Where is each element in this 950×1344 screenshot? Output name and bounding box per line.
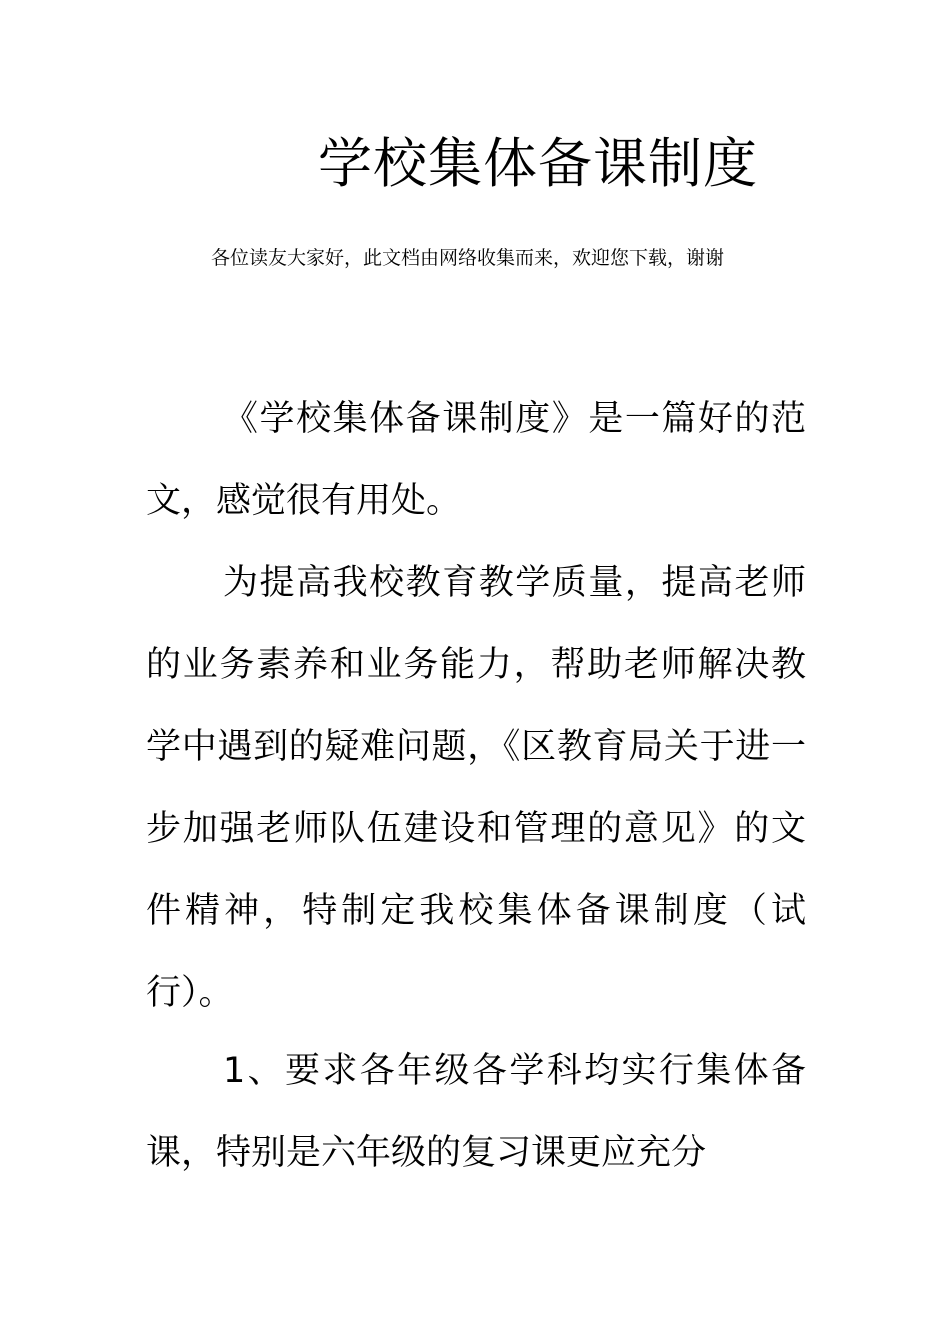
download-note: 各位读友大家好，此文档由网络收集而来，欢迎您下载，谢谢 (211, 247, 725, 269)
paragraph-rule-1: 1、要求各年级各学科均实行集体备课，特别是六年级的复习课更应充分 (146, 1051, 806, 1173)
document-title: 学校集体备课制度 (318, 132, 758, 195)
paragraph-purpose: 为提高我校教育教学质量，提高老师的业务素养和业务能力，帮助老师解决教学中遇到的疑难问题，《区教育局关于进一步加强老师队伍建设和管理的意见》的文件精神，特制定我校集体备课制度（试行）。 (146, 563, 806, 1013)
paragraph-intro: 《学校集体备课制度》是一篇好的范文，感觉很有用处。 (146, 399, 806, 521)
